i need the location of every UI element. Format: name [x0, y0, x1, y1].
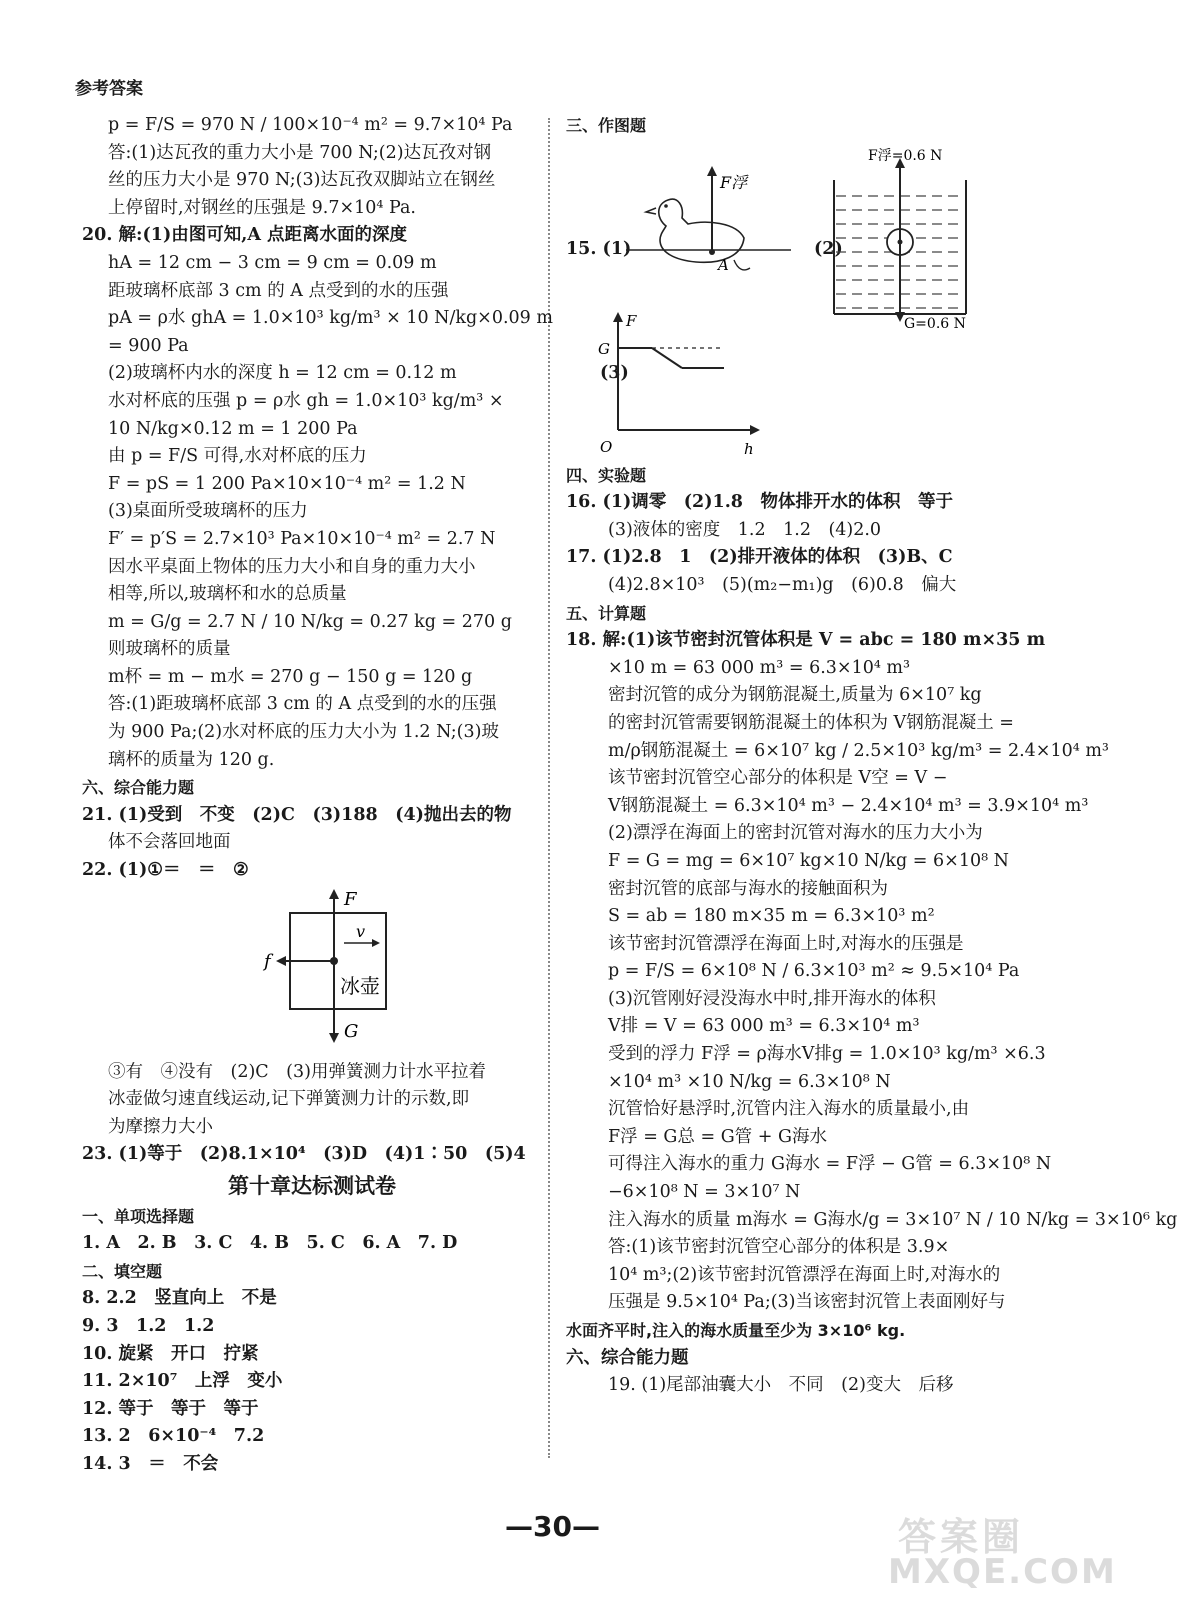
answer-line: (2)玻璃杯内水的深度 h = 12 cm = 0.12 m: [108, 363, 457, 384]
right-column: [566, 112, 1177, 1400]
answer-line: 璃杯的质量为 120 g.: [108, 749, 275, 770]
answer-line: 9. 3 1.2 1.2: [82, 1315, 215, 1336]
answer-line: 上停留时,对钢丝的压强是 9.7×10⁴ Pa.: [108, 197, 416, 218]
friction-label: f: [264, 950, 271, 972]
answer-line: (3)桌面所受玻璃杯的压力: [108, 501, 308, 522]
question-21: 21. (1)受到 不变 (2)C (3)188 (4)抛出去的物: [82, 804, 512, 825]
label-15-2: (2): [814, 238, 843, 259]
answer-line: 该节密封沉管空心部分的体积是 V空 = V −: [608, 768, 948, 789]
question-23: 23. (1)等于 (2)8.1×10⁴ (3)D (4)1∶50 (5)4: [82, 1144, 526, 1165]
answer-line: ③有 ④没有 (2)C (3)用弹簧测力计水平拉着: [108, 1061, 486, 1082]
figure-15-row: [566, 140, 1046, 332]
label-15-3: (3): [600, 362, 629, 383]
answer-line: 为摩擦力大小: [108, 1116, 213, 1137]
watermark-top: 答案圈: [898, 1515, 1025, 1559]
answer-line: 的密封沉管需要钢筋混凝土的体积为 V钢筋混凝土 =: [608, 712, 1014, 733]
answer-line: 10. 旋紧 开口 拧紧: [82, 1343, 259, 1364]
force-depth-graph: [596, 312, 776, 460]
graph-f-label: F: [626, 311, 637, 330]
label-15-1: 15. (1): [566, 238, 632, 259]
answer-line: m = G/g = 2.7 N / 10 N/kg = 0.27 kg = 270 g: [108, 611, 512, 632]
answer-line: 12. 等于 等于 等于: [82, 1398, 259, 1419]
answer-line: F′ = p′S = 2.7×10³ Pa×10×10⁻⁴ m² = 2.7 N: [108, 528, 496, 549]
question-18: 18. 解:(1)该节密封沉管体积是 V = abc = 180 m×35 m: [566, 630, 1046, 651]
question-16: 16. (1)调零 (2)1.8 物体排开水的体积 等于: [566, 492, 953, 513]
answer-line: (3)沉管刚好浸没海水中时,排开海水的体积: [608, 988, 936, 1009]
answer-line: 密封沉管的底部与海水的接触面积为: [608, 878, 888, 899]
answer-line: 由 p = F/S 可得,水对杯底的压力: [108, 446, 367, 467]
watermark: [868, 1506, 1117, 1596]
answer-line: ×10⁴ m³ ×10 N/kg = 6.3×10⁸ N: [608, 1071, 891, 1092]
answer-line: 答:(1)距玻璃杯底部 3 cm 的 A 点受到的水的压强: [108, 694, 497, 715]
question-17: 17. (1)2.8 1 (2)排开液体的体积 (3)B、C: [566, 547, 953, 568]
answer-line: p = F/S = 6×10⁸ N / 6.3×10³ m² ≈ 9.5×10⁴ Pa: [608, 961, 1020, 982]
answer-line: 沉管恰好悬浮时,沉管内注入海水的质量最小,由: [608, 1099, 970, 1120]
ice-pot-force-diagram: [82, 887, 542, 1057]
answer-line: ×10 m = 63 000 m³ = 6.3×10⁴ m³: [608, 657, 911, 678]
answer-line: 19. (1)尾部油囊大小 不同 (2)变大 后移: [608, 1375, 954, 1396]
duck-buoyancy-figure: [626, 160, 796, 290]
answer-line: 答:(1)达瓦孜的重力大小是 700 N;(2)达瓦孜对钢: [108, 142, 492, 163]
answer-line: 8. 2.2 竖直向上 不是: [82, 1288, 277, 1309]
question-22: 22. (1)①＝ ＝ ②: [82, 860, 249, 881]
gravity-label: G: [344, 1020, 359, 1042]
answer-line: 13. 2 6×10⁻⁴ 7.2: [82, 1426, 265, 1447]
answer-line: 1. A 2. B 3. C 4. B 5. C 6. A 7. D: [82, 1233, 458, 1254]
answer-line: = 900 Pa: [108, 335, 189, 356]
answer-line: 压强是 9.5×10⁴ Pa;(3)当该密封沉管上表面刚好与: [608, 1292, 1006, 1313]
answer-line: 10 N/kg×0.12 m = 1 200 Pa: [108, 418, 358, 439]
page-number: —30—: [505, 1510, 600, 1543]
section-heading: 五、计算题: [566, 603, 647, 623]
answer-line: 答:(1)该节密封沉管空心部分的体积是 3.9×: [608, 1237, 950, 1258]
answer-line: V排 = V = 63 000 m³ = 6.3×10⁴ m³: [608, 1016, 920, 1037]
left-column: [82, 112, 553, 1479]
answer-line: 注入海水的质量 m海水 = G海水/g = 3×10⁷ N / 10 N/kg = 3×10⁶ kg: [608, 1209, 1177, 1230]
answer-line: 11. 2×10⁷ 上浮 变小: [82, 1371, 283, 1392]
section-heading: 六、综合能力题: [82, 778, 195, 798]
answer-line: hA = 12 cm − 3 cm = 9 cm = 0.09 m: [108, 252, 437, 273]
graph-g-label: G: [598, 339, 610, 358]
point-a-label: A: [718, 255, 729, 274]
velocity-label: v: [356, 921, 366, 941]
figure-15-3-row: [566, 312, 1046, 462]
answer-line: 因水平桌面上物体的压力大小和自身的重力大小: [108, 556, 476, 577]
buoyancy-value-label: F浮=0.6 N: [868, 147, 943, 164]
force-label-F: F: [344, 888, 357, 910]
section-heading: 一、单项选择题: [82, 1206, 195, 1226]
section-heading: 二、填空题: [82, 1261, 163, 1281]
section-heading: 四、实验题: [566, 465, 647, 485]
answer-line: 为 900 Pa;(2)水对杯底的压力大小为 1.2 N;(3)玻: [108, 722, 499, 743]
question-19: 六、综合能力题: [566, 1347, 689, 1368]
answer-line: −6×10⁸ N = 3×10⁷ N: [608, 1182, 801, 1203]
answer-line: 受到的浮力 F浮 = ρ海水V排g = 1.0×10³ kg/m³ ×6.3: [608, 1044, 1046, 1065]
chapter-title: 第十章达标测试卷: [228, 1174, 396, 1198]
answer-line: 10⁴ m³;(2)该节密封沉管漂浮在海面上时,对海水的: [608, 1264, 1001, 1285]
answer-line: 冰壶做匀速直线运动,记下弹簧测力计的示数,即: [108, 1089, 470, 1110]
running-header: 参考答案: [75, 79, 143, 99]
answer-line: 则玻璃杯的质量: [108, 639, 231, 660]
ice-pot-label: 冰壶: [340, 973, 380, 998]
gravity-value-label: G=0.6 N: [904, 315, 966, 332]
beaker-force-figure: [834, 147, 974, 332]
buoyancy-label: F浮: [720, 172, 748, 192]
answer-line: m杯 = m − m水 = 270 g − 150 g = 120 g: [108, 666, 473, 687]
answer-line: S = ab = 180 m×35 m = 6.3×10³ m²: [608, 906, 935, 927]
answer-line: pA = ρ水 ghA = 1.0×10³ kg/m³ × 10 N/kg×0.09 m: [108, 308, 553, 329]
answer-line: F = G = mg = 6×10⁷ kg×10 N/kg = 6×10⁸ N: [608, 850, 1009, 871]
graph-h-label: h: [744, 439, 754, 458]
answer-line: F浮 = G总 = G管 + G海水: [608, 1126, 827, 1147]
answer-line: m/ρ钢筋混凝土 = 6×10⁷ kg / 2.5×10³ kg/m³ = 2.4×10⁴ m³: [608, 740, 1109, 761]
section-heading: 三、作图题: [566, 116, 647, 135]
answer-line: V钢筋混凝土 = 6.3×10⁴ m³ − 2.4×10⁴ m³ = 3.9×10⁴ m³: [608, 795, 1089, 816]
answer-line: 体不会落回地面: [108, 832, 231, 853]
watermark-bottom: MXQE.COM: [888, 1552, 1117, 1592]
answer-line: (4)2.8×10³ (5)(m₂−m₁)g (6)0.8 偏大: [608, 574, 957, 595]
answer-line: 该节密封沉管漂浮在海面上时,对海水的压强是: [608, 933, 964, 954]
question-20: 20. 解:(1)由图可知,A 点距离水面的深度: [82, 225, 407, 246]
answer-line: (2)漂浮在海面上的密封沉管对海水的压力大小为: [608, 823, 983, 844]
section-heading: 水面齐平时,注入的海水质量至少为 3×10⁶ kg.: [566, 1321, 906, 1340]
answer-line: (3)液体的密度 1.2 1.2 (4)2.0: [608, 519, 882, 540]
answer-line: p = F/S = 970 N / 100×10⁻⁴ m² = 9.7×10⁴ Pa: [108, 115, 513, 135]
answer-line: 水对杯底的压强 p = ρ水 gh = 1.0×10³ kg/m³ ×: [108, 390, 504, 411]
answer-line: F = pS = 1 200 Pa×10×10⁻⁴ m² = 1.2 N: [108, 473, 466, 494]
graph-origin-label: O: [600, 437, 613, 456]
answer-line: 相等,所以,玻璃杯和水的总质量: [108, 584, 347, 605]
answer-line: 密封沉管的成分为钢筋混凝土,质量为 6×10⁷ kg: [608, 685, 982, 706]
answer-line: 距玻璃杯底部 3 cm 的 A 点受到的水的压强: [108, 280, 449, 301]
answer-line: 可得注入海水的重力 G海水 = F浮 − G管 = 6.3×10⁸ N: [608, 1154, 1052, 1175]
answer-line: 丝的压力大小是 970 N;(3)达瓦孜双脚站立在钢丝: [108, 170, 496, 191]
answer-line: 14. 3 ＝ 不会: [82, 1453, 219, 1474]
